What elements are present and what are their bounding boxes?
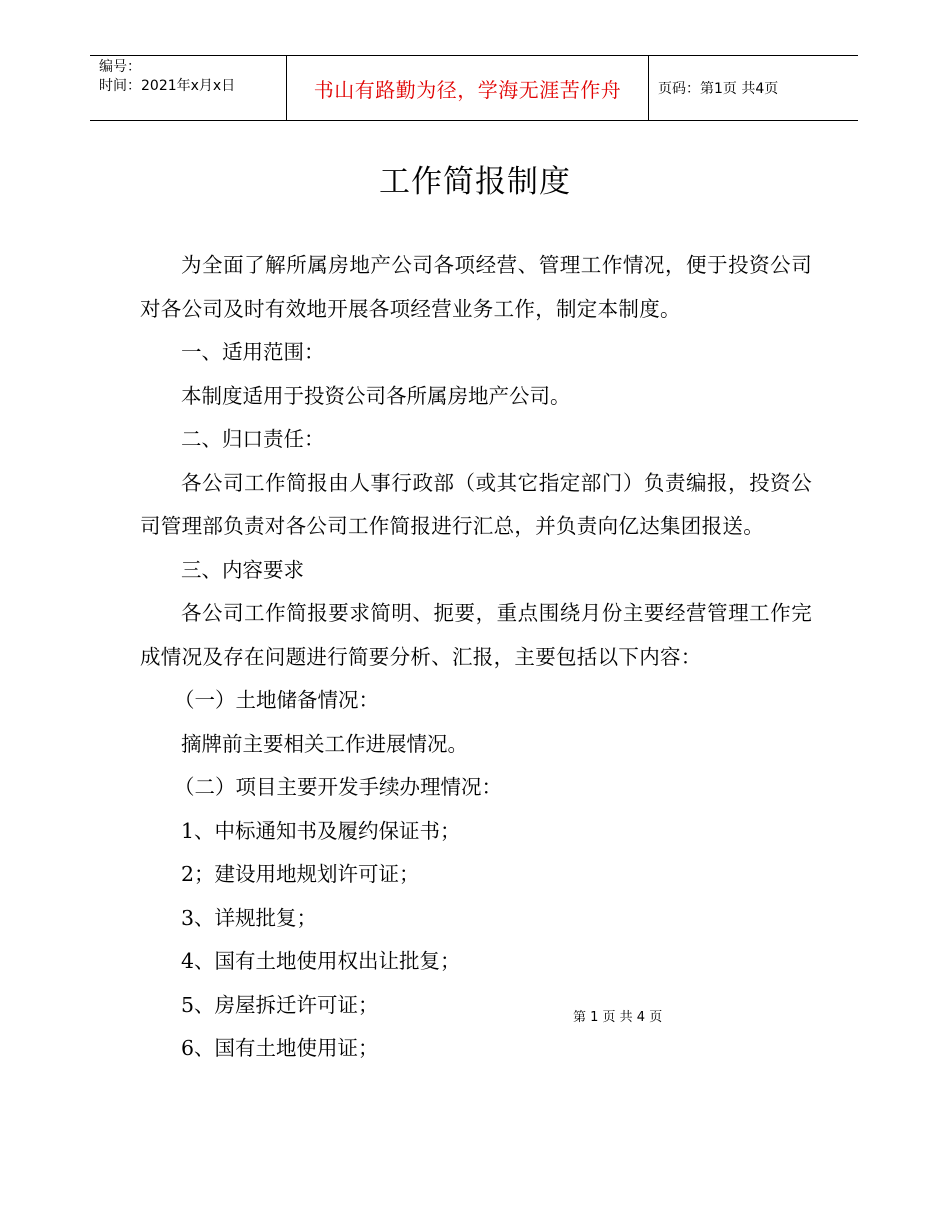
header-meta-cell: [90, 56, 286, 120]
list-item-text: ；建设用地规划许可证；: [194, 862, 420, 886]
list-item-text: 、详规批复；: [194, 905, 318, 930]
intro-paragraph: 为全面了解所属房地产公司各项经营、管理工作情况，便于投资公司对各公司及时有效地开展各项经营业务工作，制定本制度。: [140, 253, 812, 321]
subsection-2-heading: （二）项目主要开发手续办理情况：: [174, 775, 502, 799]
list-item: [140, 984, 812, 1028]
subsection-1-heading: （一）土地储备情况：: [174, 688, 379, 712]
header-motto: 书山有路勤为径，学海无涯苦作舟: [286, 56, 649, 120]
section-3-heading: 三、内容要求: [181, 557, 304, 582]
document-time-label: 时间：2021年x月x日: [99, 78, 236, 94]
list-item-text: 、房屋拆迁许可证；: [194, 992, 379, 1017]
section-1-heading: 一、适用范围：: [181, 340, 325, 364]
subsection-1-text: 摘牌前主要相关工作进展情况。: [181, 731, 468, 756]
list-item-text: 、国有土地使用证；: [194, 1036, 379, 1060]
list-item-number: 5: [181, 992, 195, 1017]
list-item-number: 4: [181, 949, 195, 973]
list-item: [140, 810, 812, 854]
list-item-number: 2: [181, 862, 195, 886]
document-number-label: 编号：: [99, 59, 141, 75]
document-header-table: [90, 55, 858, 121]
document-title: 工作简报制度: [379, 164, 571, 200]
list-item-number: 6: [181, 1036, 195, 1060]
list-item-number: 1: [181, 818, 195, 843]
list-item-text: 、国有土地使用权出让批复；: [194, 949, 461, 973]
section-1-text: 本制度适用于投资公司各所属房地产公司。: [181, 383, 571, 408]
list-item: [140, 940, 812, 984]
list-item-number: 3: [181, 905, 195, 930]
section-2-text: 各公司工作简报由人事行政部（或其它指定部门）负责编报，投资公司管理部负责对各公司工作简报进行汇总，并负责向亿达集团报送。: [140, 470, 812, 538]
list-item: [140, 1027, 812, 1071]
section-2-heading: 二、归口责任：: [181, 427, 325, 451]
list-item: [140, 853, 812, 897]
header-page-label: 页码：第1页 共4页: [658, 81, 779, 97]
page-footer-number: 第 1 页 共 4 页: [573, 1010, 663, 1025]
document-body: [140, 244, 812, 1071]
list-item-text: 、中标通知书及履约保证书；: [194, 818, 461, 843]
list-item: [140, 897, 812, 941]
section-3-text: 各公司工作简报要求简明、扼要，重点围绕月份主要经营管理工作完成情况及存在问题进行简要分析、汇报，主要包括以下内容：: [140, 601, 812, 669]
